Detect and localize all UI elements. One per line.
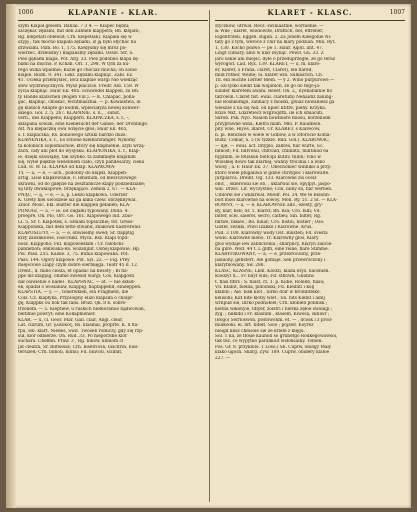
text-line: KLAR, — u, cl. Geor. Mar. Gall. clair, Angl. clear, <box>18 317 124 323</box>
text-line: nie Boshkomgu, zannacy z moiski, gwiaz nowaniesz ga <box>215 100 335 106</box>
text-line: ta kolobach soplomachów, który się klapnienie, szyli wrzą- <box>18 143 146 149</box>
text-line: klapie. Rudn. 9, 341. Lekl. Zębami klapnąć. Zabl. Ez. <box>18 72 134 78</box>
text-line: gę klatsch Adapte go kodim, wpleciałyża nowej konwer- <box>18 105 140 111</box>
text-line: pannetion; obkwiska-Rs. wozanjnit. Ośnej klapowie. Hp. <box>18 246 141 252</box>
text-line: Drent., d. mino cieśla, et opadać na kwioty ; Bi fla- <box>18 268 129 274</box>
text-line: mild rother, Weine; Si. klaret win. Sulkasrich. Cn. <box>215 72 324 78</box>
text-line: KLAPOSLUYY, — a, — e, obwiselny owed; Sr. flapptig <box>18 230 134 236</box>
text-line: dał osiwienie o nadel . KLAPSNAĆ, — at. — nie skład- <box>18 279 136 285</box>
text-line: Budz. Comar, S. 5 (w tyzkie. Bild. Gol.). KLAROWAC, <box>215 138 330 144</box>
text-line: drzwiami. Pam. Bo. 1, 175. Kiedyśmy się mróz po- <box>18 45 127 51</box>
text-line: są tilty dwuklapowe, brzękające. Zemda 2, 67. — KLA- <box>18 187 137 193</box>
text-line: Pos. Gr. 8. przyklolo. 1 Loso.) Sh. Cuptw, obiegy Maly <box>215 344 332 350</box>
text-line: Gisteł, swinki. Plwo Izabke i Klarowne. Krus. <box>215 225 313 231</box>
text-line: ktoro wiele pługaliwa w gdzie chrzypec i klarowalte. <box>215 170 330 176</box>
text-line: trzonem. — 5. Kleptiew, u ruskich niemóralnie bądwowan, <box>18 306 146 312</box>
text-line: verb., des Klappens; Klappern. KLAPACZKA, s. f., -, <box>18 116 130 122</box>
text-line: skiego. Gol. 2. 5. 267. KLAPANIE, s. n., , subst. <box>18 111 121 116</box>
left-page-number: 1006 <box>18 9 34 16</box>
text-line: kietna wikonyie, fdlyer, zolstri i filerka zęłoe swonigi ; <box>215 306 333 312</box>
text-line: bolt msei klarownie na sowoy. Mon. Ry. 51. 2 Sl. — KLA- <box>215 198 338 203</box>
text-line: zyg. ; bilkldil i Fr. klasnim , klasem, Klwosa, skniwr ; <box>215 312 330 318</box>
text-line: glos wydaje lew zabliczonia ; sharplicy, Klaryn zalicie- <box>215 241 333 247</box>
text-line: skrawki, od do gałęzie na zesztankcze klapy podziedziane; <box>18 181 146 187</box>
right-header <box>215 10 405 21</box>
text-line: krzy zawłakowie, Fascchiki. Myca. Rsz. Klapi topd- <box>18 236 129 242</box>
text-line: kłabdo ; Aie. bisk klot , Ilirko doir w brodilitelke. <box>215 290 321 296</box>
text-line: KLAPIENIKA, s. f., Es schöne Kleibarsfänger. Nykomy <box>18 138 136 144</box>
text-line: Vd. Kłabit, biellia, pidoinski; Fd. Kleibiti i kolj <box>215 285 315 290</box>
text-line: sunder klaretem awani. Reset. On. 2,, nyebabalnie flo <box>215 89 333 95</box>
text-line: bilter, scel. saierel, secro, caltieu; Sin. biltet; Rg. <box>215 214 322 220</box>
text-line: tersized; Crn. bilnoli, bilinu; Fd. bilivoll, scilbilt, <box>18 350 123 356</box>
text-line: mulkooki. ei, nrt. bitelt, Solo ; pojzed. Koyrez <box>215 323 314 329</box>
text-line: ppe ins klappig, obilnie zwiesid wargi; Cos. Klapgosti <box>18 274 135 280</box>
left-running-head: KLAPANIE - KLAR. <box>67 8 159 17</box>
text-line: By, klar, hell; Sr. 1. Klarst; Bh. Kili; Cro. billi; Vd. <box>215 208 321 214</box>
text-line: PONOGI, — a, — ie, iat ongami typowany. Duda. 4. <box>18 208 129 214</box>
text-line: KLARYFIKOWANY, — a, — e, przezroczony, prze- <box>215 252 322 258</box>
text-line: Cols. Cz. klapłyka, Przyslopny elizo klapsiła o chlopr- <box>18 295 134 301</box>
text-line: Th. ein leichte Lerner Blein. — § 2. Wino purpurowe — <box>215 78 335 84</box>
text-line: PNĄĆ, — ą, — e, — a, p. Lekzo klapkowa. Uderzer <box>18 192 128 198</box>
text-line: LI. 5, Sr. t. Klapotek, s. osmani topsicznie; fot. Gress- <box>18 219 134 225</box>
text-line: sklapana sowan, eine Kiebesucht der Gänse, der Dröhlinge. <box>18 121 149 127</box>
text-line: TY, — a, — e, — ach., podobny do klapki, Klappen- <box>18 170 128 176</box>
text-line: wierzeć, drżeliśmy i klapaliśmy zębami. Ossol. Str. S. <box>18 51 134 57</box>
text-line: jasniony, gefistert, Ale gomaje. Sek przewrzczony i <box>215 257 326 263</box>
text-line: nosz. Klappoho; Fkl. klapowieskim : Cr. ralobcki- <box>18 241 125 247</box>
text-line: Rg. klepetati oblewat; Crn. klepetlan). Klapała się w <box>18 34 132 40</box>
text-line: ROWNY, — a, — e, KLAROWNIE adv., ezesty, gry- <box>215 203 324 209</box>
text-line: wieszze z na się Aid, od lipiec ktitre, pieny. Krzyka. <box>215 105 327 111</box>
column-divider <box>209 10 210 502</box>
text-line: gać, klapnąć, cmokać, fechtmasznia. — p. Kowalstwa, in <box>18 100 141 106</box>
text-line: Jurgilarca. Dreint. Og. 133. Klarowne zis ocelz <box>215 176 317 182</box>
text-line: Pol. Pass. 255. Kaisie. 3, 75. Bunia klapowaha. Pot. <box>18 252 129 258</box>
text-line: s. f. klapaczka, Rs. koniowego sztuki bardzo duże. <box>18 132 127 138</box>
text-line: klaryfilowany. Sw. 286. <box>215 263 265 269</box>
text-line: rpa, Hb. klart, Niedeś, Swit. Twoseb rolniczy, gdy się rzp- <box>18 328 144 334</box>
right-text-block <box>215 24 405 361</box>
text-line: n. pl. Rencbiel w wiele w Gdbow, a w Dtorocie Koma- <box>215 132 331 138</box>
text-line: KLAPSTIA, — y, — , tonerwklen, ein Fragment, die <box>18 290 129 296</box>
text-line: Sol. 1 na, ze tłosie kaunoli so grunefgo Rodkegowawsoi, <box>215 333 338 339</box>
text-line: suchara. Chełmn. Praw. 3 , Rg. biliow, klinlom cl <box>18 339 124 345</box>
text-line: styczków, utrwal. Recz. swiniaatnie, wornienie. — <box>215 24 324 29</box>
left-header <box>18 10 208 21</box>
text-line: Ktizo Nkt. Ldaretiecz wzgroqdtti, ile ich smiacuti, <box>215 111 324 116</box>
text-line: wodo. Klarowne niebo. Tr. Klarowny glos, Klary <box>215 236 319 242</box>
text-line: bami na mucho. P. Kchan. Orl. 1, 298. W tym za ku- <box>18 62 130 68</box>
text-line: bilnost; Fd. biltvonil, chltvald, chlinlitu, milltinlid ea <box>215 149 329 155</box>
text-line: — uje, — owal, act. intyplo, zakres, flar wurfe, Ec. <box>215 143 324 149</box>
text-line: Pies gębami klapa. Pot. Arg. 33. Pies podobno klapa zę- <box>18 56 139 62</box>
text-line: tatrowin. Claret fist. ewal. claretum) Nehaidiz zaning- <box>215 94 333 100</box>
text-line: wyrogoit. Lad. Ryx. 139. KLARET, — u, m. klaro- <box>215 62 321 68</box>
dictionary-page <box>6 4 411 508</box>
text-line: taty go z tym, weroce z chir na klary podzian. Min. Ryt. <box>215 40 336 46</box>
text-line: pity wlie, Hiyos, ldaret, Ur. KLARET, s Klarecow, <box>215 127 321 133</box>
text-line: proepre, On. Plo, Orc. Go. 161. Klapowego lud. Zbio- <box>18 214 134 220</box>
text-line: wiosy ; a. F. Haur Ek. 37. Obecnoniec winniko a przy: <box>215 165 332 171</box>
text-line: szyję ; tak mocno klapała zębami, iż ją było słychać na <box>18 40 137 46</box>
text-line: rego wilka wpadnie; Kozie go chociaż mucha; on sobie <box>18 67 137 73</box>
text-line: 41. Ucieka przemyśleć, lecz klapnie wargi Nie wiedząc <box>18 78 138 84</box>
text-line: Zbior. Mosc. Ekl. Blätter die klappen gefallen; KLA- <box>18 203 131 209</box>
text-line: Klapponska, mit dem fette stwand, znakowd nastrerend. <box>18 225 142 231</box>
text-line: Lat. clarum, Gr. γλαυκός, Rs. klasmal, proprte. K. 8 fla- <box>18 323 139 329</box>
page-gutter <box>6 4 16 508</box>
right-page-number: 1007 <box>389 9 405 16</box>
text-line: Klodzyf tl... Fc bilyf wils; Fd. sthowh, Gbilhiw. <box>215 274 315 280</box>
text-line: miejscowe Llapy czym dobre siermięga. Teatr 45 d. 12. <box>18 263 139 269</box>
text-line: ty Hände klatschen (Bogen Vill.). — K. Chlapać, polla- <box>18 94 136 100</box>
left-text-block <box>18 24 208 356</box>
text-line: nieigd klisz chłosoie sie ze krlem z klęgu. <box>215 328 306 334</box>
text-line: Uiblorel sie i wklarwal. Mlodr. Pol. 24. We te Bolobn- <box>215 192 331 198</box>
text-line: ek, spadał o woslanaw, Klappig, flapfappend, eindeppen. <box>18 285 142 290</box>
text-line: ie, dzięki szawiąbę, tak szybko. ta zamknięte klapinim <box>18 154 136 160</box>
text-line: zycia klapnąć. Haur Ek. 485. ocniwedel klappen, zu Bh. <box>18 89 140 95</box>
text-line: tak też, co wypytko parańkoit wsłonsainy. Tomen. <box>215 339 323 345</box>
text-line: biltwe, bikies ; Ro. biliar; Cro. bistiu, bistier ; Oso. <box>215 219 325 225</box>
text-line: KLASC, KLASNE, Lbdl. Klodzi, klada ezys. naoshien. <box>215 268 330 274</box>
text-line: jaro uskie ani miejsc, dyłe o przeduprzegłe, że go teraz <box>215 56 336 62</box>
text-line: szym Klapał głosem. Banial. 7 3 4. — Klapeć bębni; <box>18 24 130 29</box>
text-line: suł, kior odbierze. On. Rud. 33, Po nieporzdle kior <box>18 333 128 339</box>
text-line: przyprawne wina, Kletra mam. Mlo. P. Raudbein. <box>215 121 322 127</box>
text-line: 1, 130. Kocho pozwo — pe 1. Haur. Ąqoll. ant. 47. <box>215 45 324 51</box>
text-line: się, wyłie pięknie weselinem ciało, czyli pańdeśarzy, cieka <box>18 159 145 165</box>
text-line: p. ozi tylko sieint tak wapinion, że go do tego-ja- <box>215 83 321 89</box>
left-column <box>18 10 208 356</box>
text-line: wal. Drzec. Lit. wyczystne; Con, bilny sn, flar werben. <box>215 187 333 193</box>
text-line: 227. — <box>215 355 231 361</box>
text-line: klako ugośn. Skarg. Zyw. 109. Cuptw, obidery klałoe <box>215 350 330 356</box>
text-line: Pass. 144. Ogory klapowe. Pot. Syl. 22. — Fig. Prey <box>18 257 130 263</box>
text-line: słów wydźwięcznych: Mysz płaczcie. Fredr. Ald. 159. W <box>18 83 139 89</box>
text-line: & Wile ; klaret, wlodowite, Draftich, fiel, effreber, <box>215 29 324 35</box>
text-line: obic, , oklerowal sie ob. , uklarwal sie, opylpyl. jaspo- <box>215 181 332 187</box>
text-line: artig. Lisie klapkowanie, F. lebatium, od kleszczowego <box>18 176 137 182</box>
text-line: (Bogo) Swrtoswon, postswonm. et. — , dcosk i z prod- <box>215 317 333 323</box>
text-line: Alt. Na klepaczkę owa wzięcie głos; Haur Ek. 465, <box>18 127 128 133</box>
text-line: Lud. H. W. Iu. KLAPKA od Klap. KLAPKOWA- <box>18 165 116 171</box>
right-running-head: KLARET - KLASC. <box>267 8 353 17</box>
text-line: er, Kleret, s Frana. claret, Claret), ein flared, <box>215 67 313 73</box>
text-line: gę, Klappks ou bok tak fans. Brud. Qk. 8 b. sobre- <box>18 301 127 307</box>
text-line: na gilre. Wolf. 44 t. Ĺ gliffi, eine reine, flare Stimme. <box>215 246 330 252</box>
text-line: szczękać zębami, mit den Zähnen klappern; Bh. klepati; <box>18 29 140 35</box>
text-line: kelisoni; Kilt bite klotiy wlet ; Sn. bits Klebit i ainlj <box>215 295 325 301</box>
text-line: Wloskiej dowo tak klarnej; wanny trocinia i a wino <box>215 159 325 165</box>
text-line: Skrob. Psk. Nyo. Nasion bowmiere miosu, korzeniem <box>215 116 331 122</box>
text-line: zach, cały ani płot do wysysku. KLAPIONIKA, s. f., Klap- <box>18 149 140 155</box>
text-line: beltimie powryt; eine Kollapmenier. <box>18 312 96 318</box>
text-line: Jat cleatin, Sr. Biltweisz; Crn. bisetrocin, biscitrin, biss- <box>18 344 139 350</box>
right-column <box>215 10 405 361</box>
text-line: hyplnim, Ie fetiskun boltcipi kutliv, tilliin; Vino w <box>215 154 322 160</box>
text-line: t. flasi fifirs ; S. fialst, ct. 1. p. Kidie, Rolelib, fiasu; <box>215 279 325 285</box>
text-line: Pud. 3 100. Klarowny wody Ost. Bilisten; Fd. svesta <box>215 230 328 236</box>
text-line: Lingf cumary, albo w klar zsynąc. Pewd. Gu. 33. Z <box>215 51 324 57</box>
text-line: K. Grety hlel uwodzeie siz ga klika cześć obrzęknywał. <box>18 198 137 203</box>
text-line: wrlipud sie, Ilirko podnobiel; Crn. kłobien polinisk ; <box>215 301 328 307</box>
text-line: Eigentriten, Eggen. Bigiin. 2. Za Jonem Klesgonie Ni- <box>215 34 332 40</box>
